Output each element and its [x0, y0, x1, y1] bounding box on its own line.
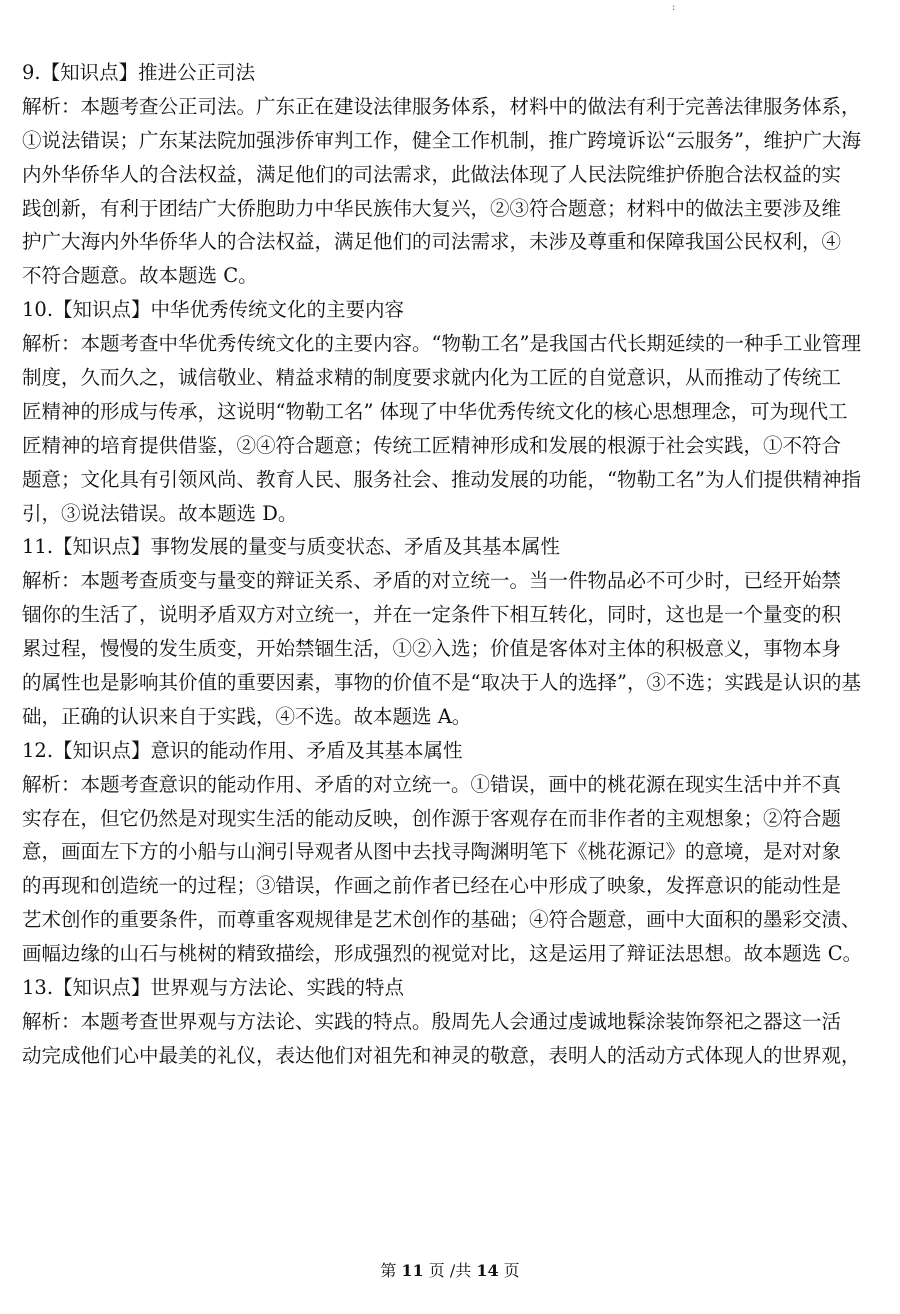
text-line: 不符合题意。故本题选 C。 — [22, 264, 258, 288]
text-line: 引，③说法错误。故本题选 D。 — [22, 501, 298, 525]
text-line: 的再现和创造统一的过程；③错误，作画之前作者已经在心中形成了映象，发挥意识的能动性是 — [22, 874, 842, 898]
footer-middle: 页 /共 — [423, 1261, 477, 1280]
question-heading: 10.【知识点】中华优秀传统文化的主要内容 — [22, 298, 405, 322]
page-number: 11 — [401, 1261, 424, 1280]
question-11 — [22, 530, 878, 733]
page-footer — [0, 1258, 900, 1281]
text-line: 践创新，有利于团结广大侨胞助力中华民族伟大复兴，②③符合题意；材料中的做法主要涉及维 — [22, 196, 842, 220]
question-10 — [22, 293, 878, 530]
text-line: 内外华侨华人的合法权益，满足他们的司法需求，此做法体现了人民法院维护侨胞合法权益的实 — [22, 162, 842, 186]
answer-explanations — [22, 56, 878, 1073]
text-line: 解析：本题考查中华优秀传统文化的主要内容。“物勒工名”是我国古代长期延续的一种手工业管理 — [22, 332, 861, 356]
total-pages: 14 — [476, 1261, 499, 1280]
text-line: 础，正确的认识来自于实践，④不选。故本题选 A。 — [22, 704, 472, 728]
text-line: 题意；文化具有引领风尚、教育人民、服务社会、推动发展的功能，“物勒工名”为人们提供精神指 — [22, 467, 861, 491]
text-line: 制度，久而久之，诚信敬业、精益求精的制度要求就内化为工匠的自觉意识，从而推动了传统工 — [22, 366, 842, 390]
text-line: 匠精神的形成与传承，这说明“物勒工名” 体现了中华优秀传统文化的核心思想理念，可为现代工 — [22, 399, 848, 423]
text-line: 的属性也是影响其价值的重要因素，事物的价值不是“取决于人的选择”，③不选；实践是认识的基 — [22, 671, 861, 695]
text-line: 匠精神的培育提供借鉴，②④符合题意；传统工匠精神形成和发展的根源于社会实践，①不符合 — [22, 433, 842, 457]
question-heading: 12.【知识点】意识的能动作用、矛盾及其基本属性 — [22, 738, 463, 762]
question-13 — [22, 971, 878, 1073]
text-line: 锢你的生活了，说明矛盾双方对立统一，并在一定条件下相互转化，同时，这也是一个量变的积 — [22, 603, 842, 627]
text-line: 意，画面左下方的小船与山涧引导观者从图中去找寻陶渊明笔下《桃花源记》的意境，是对对象 — [22, 840, 842, 864]
footer-suffix: 页 — [498, 1261, 520, 1280]
footer-prefix: 第 — [380, 1261, 402, 1280]
text-line: 艺术创作的重要条件，而尊重客观规律是艺术创作的基础；④符合题意，画中大面积的墨彩交渍、 — [22, 908, 861, 932]
question-heading: 13.【知识点】世界观与方法论、实践的特点 — [22, 976, 405, 1000]
text-line: 动完成他们心中最美的礼仪，表达他们对祖先和神灵的敬意，表明人的活动方式体现人的世界观， — [22, 1043, 861, 1067]
header-mark: : — [672, 2, 676, 13]
question-9 — [22, 56, 878, 293]
text-line: 累过程，慢慢的发生质变，开始禁锢生活，①②入选；价值是客体对主体的积极意义，事物本身 — [22, 637, 842, 661]
text-line: 解析：本题考查意识的能动作用、矛盾的对立统一。①错误，画中的桃花源在现实生活中并不真 — [22, 772, 842, 796]
question-12 — [22, 734, 878, 971]
text-line: 解析：本题考查质变与量变的辩证关系、矛盾的对立统一。当一件物品必不可少时，已经开始禁 — [22, 569, 842, 593]
text-line: ①说法错误；广东某法院加强涉侨审判工作，健全工作机制，推广跨境诉讼“云服务”，维护广大海 — [22, 128, 861, 152]
question-heading: 9.【知识点】推进公正司法 — [22, 61, 256, 84]
text-line: 解析：本题考查世界观与方法论、实践的特点。殷周先人会通过虔诚地髹涂装饰祭祀之器这一活 — [22, 1009, 842, 1033]
text-line: 实存在，但它仍然是对现实生活的能动反映，创作源于客观存在而非作者的主观想象；②符合题 — [22, 806, 842, 830]
text-line: 护广大海内外华侨华人的合法权益，满足他们的司法需求，未涉及尊重和保障我国公民权利，④ — [22, 230, 842, 254]
text-line: 画幅边缘的山石与桃树的精致描绘，形成强烈的视觉对比，这是运用了辩证法思想。故本题选 C。 — [22, 942, 863, 966]
question-heading: 11.【知识点】事物发展的量变与质变状态、矛盾及其基本属性 — [22, 535, 561, 559]
text-line: 解析：本题考查公正司法。广东正在建设法律服务体系，材料中的做法有利于完善法律服务体系， — [22, 94, 861, 118]
